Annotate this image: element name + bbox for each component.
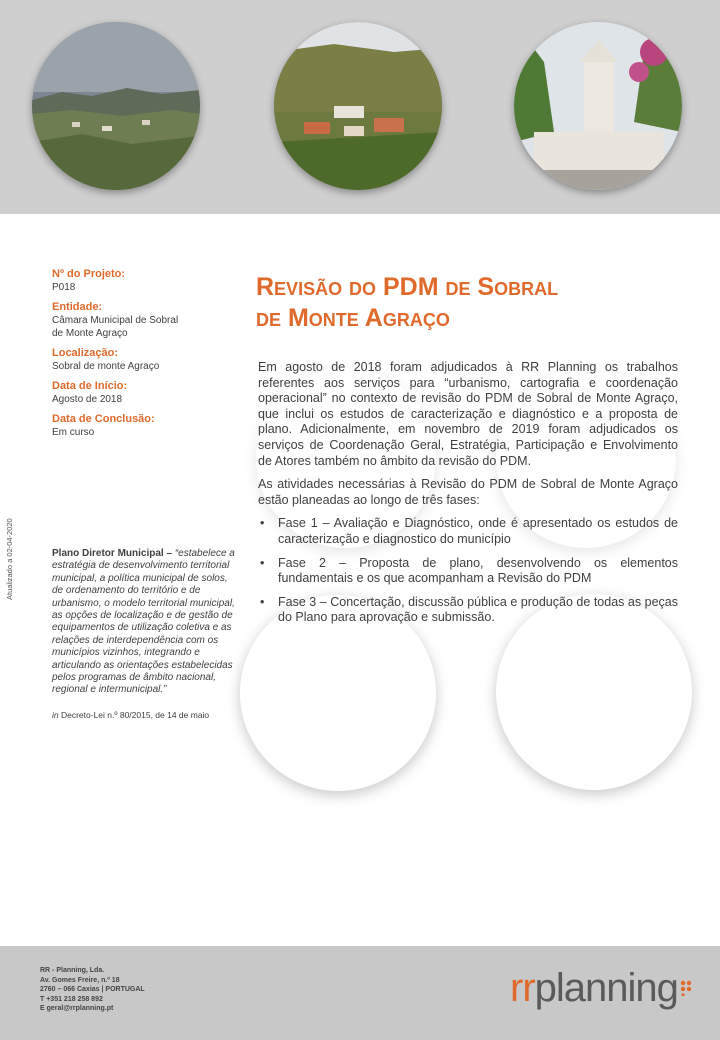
footer [0, 946, 720, 1040]
location-label: Localização: [52, 347, 119, 359]
city-address: 2760 – 066 Caxias | PORTUGAL [40, 986, 145, 994]
fountain-photo [514, 22, 682, 190]
start-date-label: Data de Início: [52, 380, 128, 392]
phases-list [258, 516, 678, 626]
phase-item: • Fase 3 – Concertação, discussão pública e produção de todas as peças do Plano para aprovação e submissão. [258, 595, 678, 626]
company-name: RR - Planning, Lda. [40, 967, 105, 974]
start-date-value: Agosto de 2018 [52, 394, 123, 405]
phase-item: • Fase 2 – Proposta de plano, desenvolvendo os elementos fundamentais e os que acompanham a Revisão do PDM [258, 556, 678, 587]
updated-date: Atualizado a 02-04-2020 [5, 518, 14, 600]
pdm-source [52, 709, 240, 721]
rrplanning-logo [510, 966, 710, 1026]
logo-dots-icon [680, 980, 696, 996]
end-date-value: Em curso [52, 427, 95, 438]
phone-number: T +351 218 258 892 [40, 995, 103, 1003]
entity-label: Entidade: [52, 301, 103, 313]
location-value: Sobral de monte Agraço [52, 361, 160, 372]
page-title-line1: Revisão do PDM de Sobral [256, 273, 559, 301]
body-paragraph-2: As atividades necessárias à Revisão do PDM de Sobral de Monte Agraço estão planeadas ao longo de três fases: [258, 477, 678, 507]
logo-text-accent: rr [510, 966, 535, 1010]
company-address [40, 966, 145, 1014]
phase-item: • Fase 1 – Avaliação e Diagnóstico, onde é apresentado os estudos de caracterização e diagnostico do município [258, 516, 678, 547]
village-photo [274, 22, 442, 190]
street-address: Av. Gomes Freire, n.º 18 [40, 976, 120, 984]
header-band [0, 0, 720, 214]
pdm-source-prefix: in [52, 709, 59, 720]
page-title [256, 272, 676, 334]
pdm-definition [52, 548, 240, 721]
entity-value: Câmara Municipal de Sobral de Monte Agraço [52, 315, 179, 339]
landscape-photo [32, 22, 200, 190]
pdm-source-text: Decreto-Lei n.º 80/2015, de 14 de maio [58, 709, 210, 720]
project-number-label: Nº do Projeto: [52, 268, 126, 280]
body-paragraph-1: Em agosto de 2018 foram adjudicados à RR Planning os trabalhos referentes aos serviços para “urbanismo, cartografia e coordenação operacional” no contexto de revisão do PDM de Sobral de Monte Agraço, que inclui os estudos de caracterização e diagnóstico e a proposta de plano. Adicionalmente, em novembro de 2019 foram adjudicados os serviços de Coordenação Geral, Estratégia, Participação e Envolvimento de Atores também no âmbito da revisão do PDM. [258, 360, 678, 468]
page-title-line2: de Monte Agraço [256, 304, 450, 332]
logo-text-main: planning [534, 966, 678, 1010]
email-address: E geral@rrplanning.pt [40, 1005, 114, 1013]
end-date-label: Data de Conclusão: [52, 413, 155, 425]
pdm-quote: “estabelece a estratégia de desenvolvimento territorial municipal, a política municipal de solos, de ordenamento do território e de urbanismo, o modelo territorial municipal, as opções de localização e de gestão de equipamentos de utilização coletiva e as relações de interdependência com os municípios vizinhos, integrando e articulando as orientações estabelecidas pelos programas de âmbito nacional, regional e intermunicipal.” [52, 548, 235, 696]
logo-text [510, 966, 678, 1011]
pdm-title: Plano Diretor Municipal – [52, 548, 173, 559]
project-number-value: P018 [52, 282, 76, 293]
project-metadata [52, 268, 238, 439]
body-text [258, 360, 678, 634]
